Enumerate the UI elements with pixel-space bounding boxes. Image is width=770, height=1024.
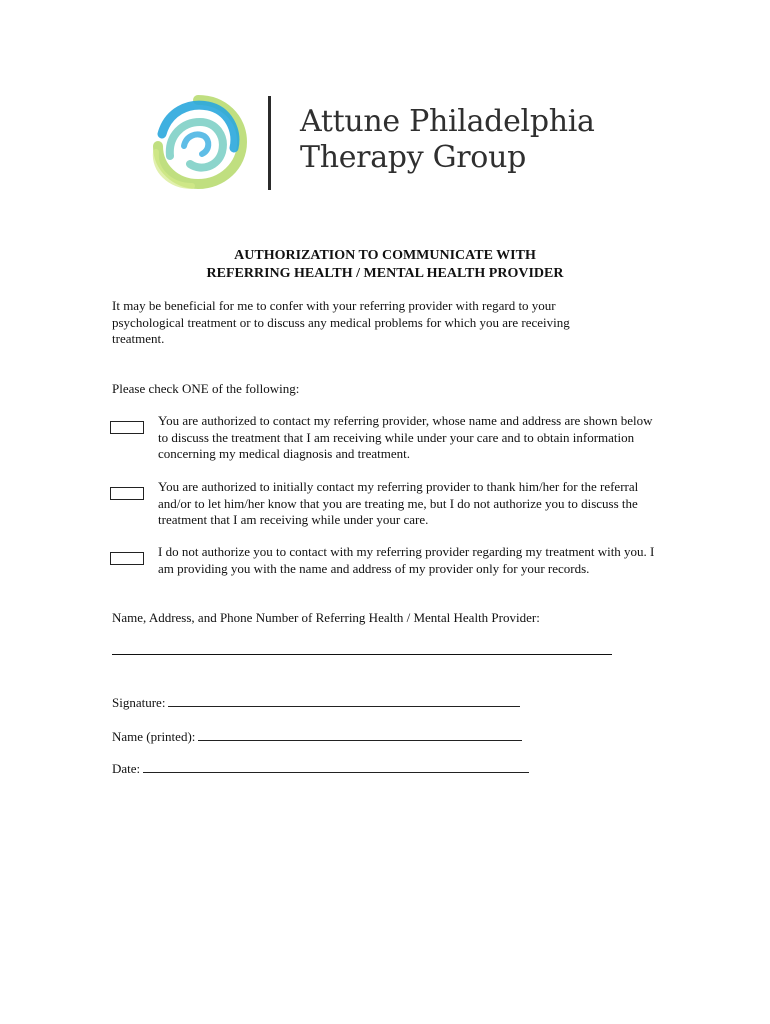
signature-field[interactable] <box>168 694 520 707</box>
signature-label: Signature: <box>112 695 166 710</box>
provider-info-field[interactable] <box>112 654 612 655</box>
option-1-text: You are authorized to contact my referring provider, whose name and address are shown below to discuss the treatment that I am receiving while under your care and to obtain information concerning my medical diagnosis and treatment. <box>158 413 653 461</box>
logo-divider <box>268 96 271 190</box>
intro-paragraph: It may be beneficial for me to confer with your referring provider with regard to your psychological treatment or to discuss any medical problems for which you are receiving treatment. <box>112 298 570 346</box>
logo-wordmark <box>300 104 595 176</box>
option-1-checkbox[interactable] <box>110 421 144 434</box>
name-printed-label: Name (printed): <box>112 729 196 744</box>
logo-line-1: Attune Philadelphia <box>300 104 595 139</box>
provider-info-label: Name, Address, and Phone Number of Referring Health / Mental Health Provider: <box>112 610 540 625</box>
title-line-1: AUTHORIZATION TO COMMUNICATE WITH <box>234 248 536 263</box>
title-line-2: REFERRING HEALTH / MENTAL HEALTH PROVIDER <box>206 266 564 281</box>
check-prompt: Please check ONE of the following: <box>112 381 300 396</box>
name-printed-field[interactable] <box>198 728 522 741</box>
option-3-text: I do not authorize you to contact with my referring provider regarding my treatment with you. I am providing you with the name and address of my provider only for your records. <box>158 544 655 576</box>
name-printed-row <box>112 728 522 745</box>
document-title <box>0 247 770 283</box>
date-field[interactable] <box>143 760 529 773</box>
signature-row <box>112 694 520 711</box>
date-label: Date: <box>112 761 141 776</box>
option-2-text: You are authorized to initially contact my referring provider to thank him/her for the referral and/or to let him/her know that you are treating me, but I do not authorize you to discuss the treatment that I am receiving while under your care. <box>158 479 639 527</box>
option-2-checkbox[interactable] <box>110 487 144 500</box>
logo-line-2: Therapy Group <box>300 140 526 175</box>
date-row <box>112 760 529 777</box>
swirl-logo-icon <box>148 94 248 190</box>
logo <box>148 94 628 194</box>
option-3-checkbox[interactable] <box>110 552 144 565</box>
